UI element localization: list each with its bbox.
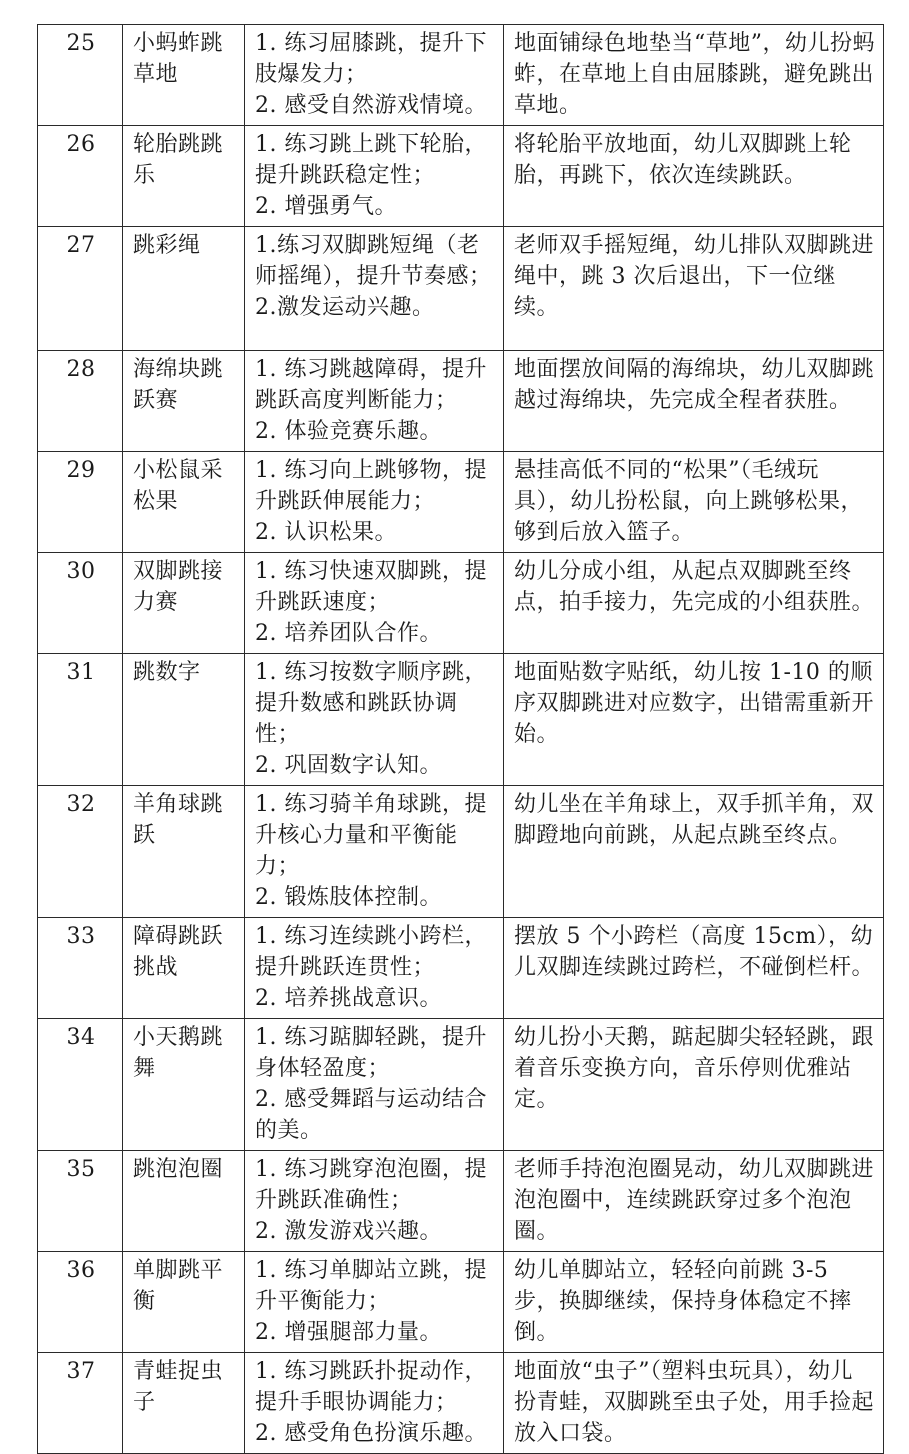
table-row xyxy=(38,918,884,1019)
activity-number-cell: 28 xyxy=(38,351,123,452)
activity-number-cell: 32 xyxy=(38,786,123,918)
activity-method-cell: 老师双手摇短绳，幼儿排队双脚跳进绳中，跳 3 次后退出，下一位继续。 xyxy=(504,227,884,351)
activity-goals-cell xyxy=(245,351,504,452)
activity-method-cell: 幼儿单脚站立，轻轻向前跳 3-5 步，换脚继续，保持身体稳定不摔倒。 xyxy=(504,1252,884,1353)
activity-method-cell: 摆放 5 个小跨栏（高度 15cm），幼儿双脚连续跳过跨栏，不碰倒栏杆。 xyxy=(504,918,884,1019)
table-row xyxy=(38,1019,884,1151)
activity-number-cell: 29 xyxy=(38,452,123,553)
goal-item: 1. 练习连续跳小跨栏，提升跳跃连贯性； xyxy=(255,924,487,980)
activity-table xyxy=(37,24,884,1454)
goal-item: 1. 练习跳跃扑捉动作，提升手眼协调能力； xyxy=(255,1359,487,1415)
activity-number-cell: 33 xyxy=(38,918,123,1019)
activity-method-cell: 地面贴数字贴纸，幼儿按 1-10 的顺序双脚跳进对应数字，出错需重新开始。 xyxy=(504,654,884,786)
activity-method-cell: 地面摆放间隔的海绵块，幼儿双脚跳越过海绵块，先完成全程者获胜。 xyxy=(504,351,884,452)
table-row xyxy=(38,351,884,452)
table-row xyxy=(38,553,884,654)
goal-item: 2. 体验竞赛乐趣。 xyxy=(255,419,442,444)
activity-number-cell: 34 xyxy=(38,1019,123,1151)
table-row xyxy=(38,25,884,126)
goal-item: 2. 锻炼肢体控制。 xyxy=(255,885,442,910)
table-row xyxy=(38,452,884,553)
goal-item: 1. 练习跳上跳下轮胎，提升跳跃稳定性； xyxy=(255,132,487,188)
table-row xyxy=(38,126,884,227)
activity-goals-cell xyxy=(245,227,504,351)
goal-item: 1. 练习骑羊角球跳，提升核心力量和平衡能力； xyxy=(255,792,487,879)
activity-goals-cell xyxy=(245,1252,504,1353)
goal-item: 2.激发运动兴趣。 xyxy=(255,295,435,320)
activity-name-cell: 双脚跳接力赛 xyxy=(123,553,245,654)
table-row xyxy=(38,1353,884,1454)
activity-goals-cell xyxy=(245,654,504,786)
activity-goals-cell xyxy=(245,452,504,553)
goal-item: 2. 激发游戏兴趣。 xyxy=(255,1219,442,1244)
activity-name-cell: 障碍跳跃挑战 xyxy=(123,918,245,1019)
activity-goals-cell xyxy=(245,786,504,918)
goal-item: 1. 练习单脚站立跳，提升平衡能力； xyxy=(255,1258,487,1314)
goal-item: 2. 认识松果。 xyxy=(255,520,397,545)
activity-method-cell: 地面放“虫子”（塑料虫玩具），幼儿扮青蛙，双脚跳至虫子处，用手捡起放入口袋。 xyxy=(504,1353,884,1454)
activity-method-cell: 将轮胎平放地面，幼儿双脚跳上轮胎，再跳下，依次连续跳跃。 xyxy=(504,126,884,227)
goal-item: 2. 增强勇气。 xyxy=(255,194,397,219)
goal-item: 1. 练习屈膝跳，提升下肢爆发力； xyxy=(255,31,487,87)
activity-name-cell: 小蚂蚱跳草地 xyxy=(123,25,245,126)
activity-method-cell: 幼儿分成小组，从起点双脚跳至终点，拍手接力，先完成的小组获胜。 xyxy=(504,553,884,654)
goal-item: 1. 练习跳越障碍，提升跳跃高度判断能力； xyxy=(255,357,487,413)
activity-goals-cell xyxy=(245,126,504,227)
activity-goals-cell xyxy=(245,1353,504,1454)
activity-goals-cell xyxy=(245,1151,504,1252)
goal-item: 2. 感受角色扮演乐趣。 xyxy=(255,1421,487,1446)
activity-goals-cell xyxy=(245,918,504,1019)
activity-number-cell: 35 xyxy=(38,1151,123,1252)
activity-method-cell: 悬挂高低不同的“松果”（毛绒玩具），幼儿扮松鼠，向上跳够松果，够到后放入篮子。 xyxy=(504,452,884,553)
goal-item: 1. 练习跳穿泡泡圈，提升跳跃准确性； xyxy=(255,1157,487,1213)
table-row xyxy=(38,654,884,786)
goal-item: 1. 练习快速双脚跳，提升跳跃速度； xyxy=(255,559,487,615)
activity-number-cell: 37 xyxy=(38,1353,123,1454)
activity-method-cell: 老师手持泡泡圈晃动，幼儿双脚跳进泡泡圈中，连续跳跃穿过多个泡泡圈。 xyxy=(504,1151,884,1252)
activity-number-cell: 25 xyxy=(38,25,123,126)
goal-item: 2. 感受舞蹈与运动结合的美。 xyxy=(255,1087,487,1143)
activity-name-cell: 青蛙捉虫子 xyxy=(123,1353,245,1454)
activity-name-cell: 轮胎跳跳乐 xyxy=(123,126,245,227)
activity-name-cell: 跳泡泡圈 xyxy=(123,1151,245,1252)
goal-item: 2. 感受自然游戏情境。 xyxy=(255,93,487,118)
activity-number-cell: 30 xyxy=(38,553,123,654)
table-row xyxy=(38,227,884,351)
activity-method-cell: 幼儿坐在羊角球上，双手抓羊角，双脚蹬地向前跳，从起点跳至终点。 xyxy=(504,786,884,918)
activity-name-cell: 跳彩绳 xyxy=(123,227,245,351)
goal-item: 2. 增强腿部力量。 xyxy=(255,1320,442,1345)
activity-goals-cell xyxy=(245,553,504,654)
activity-name-cell: 羊角球跳跃 xyxy=(123,786,245,918)
goal-item: 1. 练习向上跳够物，提升跳跃伸展能力； xyxy=(255,458,487,514)
activity-name-cell: 小天鹅跳舞 xyxy=(123,1019,245,1151)
table-row xyxy=(38,1252,884,1353)
activity-goals-cell xyxy=(245,25,504,126)
activity-method-cell: 幼儿扮小天鹅，踮起脚尖轻轻跳，跟着音乐变换方向，音乐停则优雅站定。 xyxy=(504,1019,884,1151)
activity-name-cell: 单脚跳平衡 xyxy=(123,1252,245,1353)
goal-item: 2. 培养挑战意识。 xyxy=(255,986,442,1011)
activity-method-cell: 地面铺绿色地垫当“草地”，幼儿扮蚂蚱，在草地上自由屈膝跳，避免跳出草地。 xyxy=(504,25,884,126)
goal-item: 2. 培养团队合作。 xyxy=(255,621,442,646)
activity-number-cell: 26 xyxy=(38,126,123,227)
activity-number-cell: 31 xyxy=(38,654,123,786)
activity-number-cell: 27 xyxy=(38,227,123,351)
table-row xyxy=(38,786,884,918)
table-row xyxy=(38,1151,884,1252)
activity-name-cell: 跳数字 xyxy=(123,654,245,786)
goal-item: 1. 练习踮脚轻跳，提升身体轻盈度； xyxy=(255,1025,487,1081)
activity-table-body xyxy=(38,25,884,1454)
activity-number-cell: 36 xyxy=(38,1252,123,1353)
goal-item: 1. 练习按数字顺序跳，提升数感和跳跃协调性； xyxy=(255,660,487,747)
goal-item: 2. 巩固数字认知。 xyxy=(255,753,442,778)
goal-item: 1.练习双脚跳短绳（老师摇绳），提升节奏感； xyxy=(255,233,492,289)
activity-goals-cell xyxy=(245,1019,504,1151)
activity-name-cell: 小松鼠采松果 xyxy=(123,452,245,553)
activity-name-cell: 海绵块跳跃赛 xyxy=(123,351,245,452)
